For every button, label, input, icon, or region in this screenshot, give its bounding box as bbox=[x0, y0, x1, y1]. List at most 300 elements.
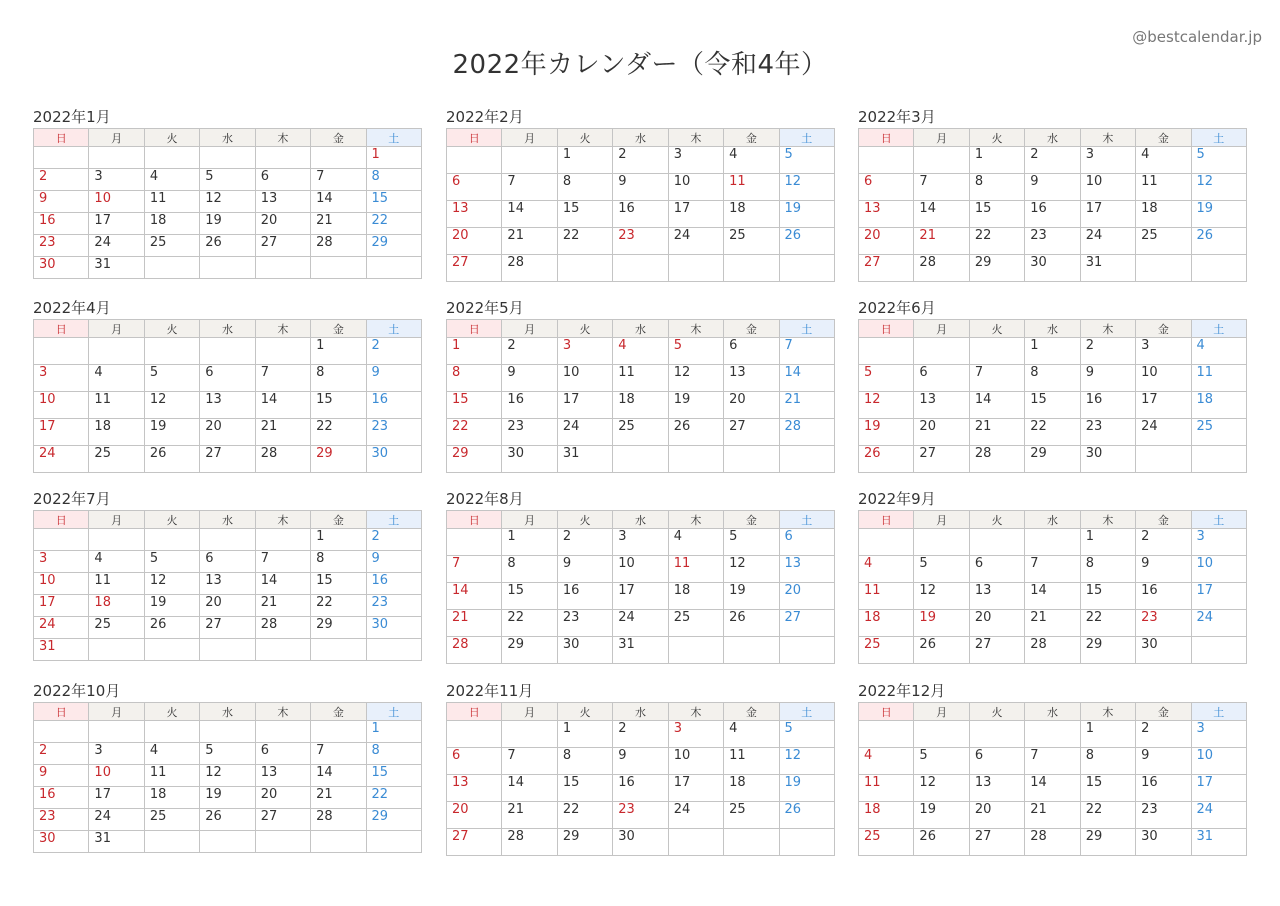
week-row bbox=[859, 637, 1247, 664]
day-cell: 21 bbox=[502, 802, 557, 829]
day-cell: 30 bbox=[1080, 446, 1135, 473]
day-cell: 9 bbox=[1136, 748, 1191, 775]
day-cell: 25 bbox=[859, 829, 914, 856]
month-table bbox=[33, 510, 422, 661]
weekday-header-row bbox=[34, 320, 422, 338]
day-cell: 10 bbox=[34, 573, 89, 595]
day-cell: 30 bbox=[366, 446, 421, 473]
day-cell: 6 bbox=[859, 174, 914, 201]
day-cell: 9 bbox=[34, 191, 89, 213]
weekday-header: 日 bbox=[859, 511, 914, 529]
day-cell: 16 bbox=[1136, 583, 1191, 610]
weekday-header: 水 bbox=[200, 511, 255, 529]
empty-cell bbox=[200, 147, 255, 169]
month-title: 2022年5月 bbox=[446, 299, 524, 317]
week-row bbox=[34, 743, 422, 765]
day-cell: 16 bbox=[1080, 392, 1135, 419]
day-cell: 4 bbox=[1136, 147, 1191, 174]
day-cell: 26 bbox=[779, 228, 834, 255]
week-row bbox=[34, 446, 422, 473]
day-cell: 26 bbox=[724, 610, 779, 637]
day-cell: 26 bbox=[200, 809, 255, 831]
day-cell: 2 bbox=[34, 169, 89, 191]
day-cell: 6 bbox=[255, 169, 310, 191]
weekday-header: 木 bbox=[1080, 511, 1135, 529]
week-row bbox=[34, 831, 422, 853]
empty-cell bbox=[200, 639, 255, 661]
weekday-header: 金 bbox=[1136, 129, 1191, 147]
week-row bbox=[859, 556, 1247, 583]
day-cell: 29 bbox=[366, 809, 421, 831]
day-cell: 17 bbox=[89, 213, 144, 235]
day-cell: 19 bbox=[914, 802, 969, 829]
week-row bbox=[447, 802, 835, 829]
day-cell: 28 bbox=[255, 617, 310, 639]
weekday-header: 火 bbox=[969, 703, 1024, 721]
weekday-header: 月 bbox=[914, 511, 969, 529]
day-cell: 20 bbox=[255, 787, 310, 809]
day-cell: 5 bbox=[668, 338, 723, 365]
day-cell: 10 bbox=[557, 365, 612, 392]
day-cell: 4 bbox=[144, 743, 199, 765]
day-cell: 9 bbox=[1025, 174, 1080, 201]
day-cell: 21 bbox=[914, 228, 969, 255]
weekday-header-row bbox=[447, 703, 835, 721]
day-cell: 29 bbox=[311, 617, 366, 639]
day-cell: 10 bbox=[613, 556, 668, 583]
empty-cell bbox=[557, 255, 612, 282]
day-cell: 17 bbox=[1191, 583, 1246, 610]
week-row bbox=[34, 235, 422, 257]
day-cell: 9 bbox=[502, 365, 557, 392]
week-row bbox=[34, 787, 422, 809]
empty-cell bbox=[779, 829, 834, 856]
day-cell: 10 bbox=[1191, 556, 1246, 583]
week-row bbox=[859, 228, 1247, 255]
empty-cell bbox=[34, 529, 89, 551]
weekday-header: 火 bbox=[144, 320, 199, 338]
month-calendar bbox=[858, 297, 1247, 473]
weekday-header: 水 bbox=[613, 511, 668, 529]
day-cell: 17 bbox=[1191, 775, 1246, 802]
day-cell: 6 bbox=[969, 748, 1024, 775]
day-cell: 8 bbox=[502, 556, 557, 583]
empty-cell bbox=[311, 721, 366, 743]
day-cell: 1 bbox=[447, 338, 502, 365]
month-calendar bbox=[446, 297, 835, 473]
weekday-header: 火 bbox=[969, 320, 1024, 338]
empty-cell bbox=[89, 639, 144, 661]
day-cell: 20 bbox=[969, 802, 1024, 829]
day-cell: 27 bbox=[255, 235, 310, 257]
day-cell: 7 bbox=[311, 169, 366, 191]
week-row bbox=[34, 721, 422, 743]
weekday-header: 水 bbox=[613, 129, 668, 147]
day-cell: 31 bbox=[89, 257, 144, 279]
weekday-header: 火 bbox=[969, 511, 1024, 529]
weekday-header: 木 bbox=[255, 129, 310, 147]
month-table bbox=[446, 319, 835, 473]
day-cell: 1 bbox=[1080, 529, 1135, 556]
day-cell: 15 bbox=[969, 201, 1024, 228]
weekday-header: 木 bbox=[668, 129, 723, 147]
empty-cell bbox=[914, 529, 969, 556]
empty-cell bbox=[724, 446, 779, 473]
week-row bbox=[859, 748, 1247, 775]
day-cell: 27 bbox=[724, 419, 779, 446]
week-row bbox=[859, 392, 1247, 419]
day-cell: 13 bbox=[447, 775, 502, 802]
day-cell: 13 bbox=[255, 191, 310, 213]
weekday-header: 木 bbox=[1080, 320, 1135, 338]
weekday-header: 日 bbox=[447, 320, 502, 338]
month-table bbox=[33, 702, 422, 853]
day-cell: 22 bbox=[1080, 610, 1135, 637]
week-row bbox=[34, 169, 422, 191]
week-row bbox=[859, 201, 1247, 228]
week-row bbox=[859, 446, 1247, 473]
day-cell: 6 bbox=[724, 338, 779, 365]
week-row bbox=[859, 255, 1247, 282]
day-cell: 10 bbox=[668, 174, 723, 201]
day-cell: 1 bbox=[311, 529, 366, 551]
weekday-header: 火 bbox=[557, 320, 612, 338]
weekday-header: 水 bbox=[613, 320, 668, 338]
day-cell: 30 bbox=[34, 831, 89, 853]
day-cell: 28 bbox=[255, 446, 310, 473]
day-cell: 14 bbox=[1025, 583, 1080, 610]
day-cell: 4 bbox=[89, 551, 144, 573]
empty-cell bbox=[859, 338, 914, 365]
day-cell: 1 bbox=[502, 529, 557, 556]
day-cell: 18 bbox=[144, 213, 199, 235]
empty-cell bbox=[668, 446, 723, 473]
day-cell: 13 bbox=[255, 765, 310, 787]
day-cell: 16 bbox=[613, 201, 668, 228]
day-cell: 5 bbox=[1191, 147, 1246, 174]
day-cell: 25 bbox=[613, 419, 668, 446]
weekday-header: 月 bbox=[502, 703, 557, 721]
day-cell: 23 bbox=[557, 610, 612, 637]
day-cell: 9 bbox=[613, 174, 668, 201]
day-cell: 31 bbox=[1080, 255, 1135, 282]
day-cell: 9 bbox=[557, 556, 612, 583]
day-cell: 6 bbox=[447, 174, 502, 201]
weekday-header: 日 bbox=[859, 129, 914, 147]
weekday-header: 水 bbox=[613, 703, 668, 721]
weekday-header: 月 bbox=[914, 129, 969, 147]
weekday-header: 月 bbox=[914, 703, 969, 721]
month-table bbox=[33, 128, 422, 279]
day-cell: 20 bbox=[779, 583, 834, 610]
day-cell: 18 bbox=[89, 419, 144, 446]
day-cell: 8 bbox=[447, 365, 502, 392]
day-cell: 8 bbox=[311, 551, 366, 573]
month-title: 2022年8月 bbox=[446, 490, 524, 508]
week-row bbox=[447, 338, 835, 365]
day-cell: 18 bbox=[89, 595, 144, 617]
day-cell: 20 bbox=[255, 213, 310, 235]
day-cell: 23 bbox=[1080, 419, 1135, 446]
empty-cell bbox=[144, 338, 199, 365]
week-row bbox=[447, 392, 835, 419]
day-cell: 7 bbox=[1025, 556, 1080, 583]
day-cell: 29 bbox=[969, 255, 1024, 282]
day-cell: 26 bbox=[914, 829, 969, 856]
day-cell: 2 bbox=[613, 147, 668, 174]
day-cell: 6 bbox=[914, 365, 969, 392]
day-cell: 25 bbox=[89, 617, 144, 639]
day-cell: 20 bbox=[447, 228, 502, 255]
empty-cell bbox=[668, 255, 723, 282]
month-calendar bbox=[446, 488, 835, 664]
day-cell: 25 bbox=[1191, 419, 1246, 446]
empty-cell bbox=[779, 446, 834, 473]
weekday-header: 火 bbox=[969, 129, 1024, 147]
day-cell: 8 bbox=[557, 748, 612, 775]
empty-cell bbox=[502, 147, 557, 174]
weekday-header: 木 bbox=[255, 320, 310, 338]
day-cell: 7 bbox=[502, 174, 557, 201]
day-cell: 10 bbox=[34, 392, 89, 419]
weekday-header: 月 bbox=[502, 511, 557, 529]
weekday-header: 水 bbox=[1025, 320, 1080, 338]
day-cell: 7 bbox=[1025, 748, 1080, 775]
weekday-header: 月 bbox=[502, 320, 557, 338]
day-cell: 7 bbox=[311, 743, 366, 765]
day-cell: 27 bbox=[859, 255, 914, 282]
day-cell: 1 bbox=[969, 147, 1024, 174]
empty-cell bbox=[1136, 446, 1191, 473]
week-row bbox=[34, 147, 422, 169]
day-cell: 16 bbox=[1136, 775, 1191, 802]
day-cell: 18 bbox=[613, 392, 668, 419]
day-cell: 9 bbox=[366, 551, 421, 573]
week-row bbox=[447, 637, 835, 664]
empty-cell bbox=[34, 338, 89, 365]
empty-cell bbox=[255, 721, 310, 743]
day-cell: 13 bbox=[859, 201, 914, 228]
day-cell: 25 bbox=[859, 637, 914, 664]
weekday-header: 木 bbox=[255, 511, 310, 529]
day-cell: 9 bbox=[366, 365, 421, 392]
empty-cell bbox=[447, 721, 502, 748]
day-cell: 15 bbox=[447, 392, 502, 419]
day-cell: 16 bbox=[502, 392, 557, 419]
day-cell: 30 bbox=[1025, 255, 1080, 282]
weekday-header: 金 bbox=[1136, 511, 1191, 529]
empty-cell bbox=[779, 637, 834, 664]
day-cell: 28 bbox=[779, 419, 834, 446]
empty-cell bbox=[144, 147, 199, 169]
weekday-header: 月 bbox=[89, 511, 144, 529]
day-cell: 26 bbox=[144, 617, 199, 639]
day-cell: 30 bbox=[34, 257, 89, 279]
day-cell: 2 bbox=[366, 338, 421, 365]
day-cell: 25 bbox=[724, 228, 779, 255]
empty-cell bbox=[144, 721, 199, 743]
empty-cell bbox=[1136, 255, 1191, 282]
day-cell: 9 bbox=[613, 748, 668, 775]
day-cell: 14 bbox=[969, 392, 1024, 419]
day-cell: 25 bbox=[668, 610, 723, 637]
day-cell: 2 bbox=[1136, 721, 1191, 748]
day-cell: 12 bbox=[779, 748, 834, 775]
day-cell: 21 bbox=[1025, 610, 1080, 637]
day-cell: 11 bbox=[144, 191, 199, 213]
day-cell: 19 bbox=[859, 419, 914, 446]
weekday-header: 金 bbox=[311, 511, 366, 529]
day-cell: 20 bbox=[969, 610, 1024, 637]
day-cell: 23 bbox=[366, 595, 421, 617]
month-calendar bbox=[858, 488, 1247, 664]
weekday-header: 金 bbox=[1136, 320, 1191, 338]
day-cell: 25 bbox=[89, 446, 144, 473]
day-cell: 8 bbox=[366, 743, 421, 765]
day-cell: 13 bbox=[200, 392, 255, 419]
day-cell: 22 bbox=[366, 787, 421, 809]
week-row bbox=[859, 174, 1247, 201]
day-cell: 18 bbox=[668, 583, 723, 610]
empty-cell bbox=[447, 529, 502, 556]
day-cell: 22 bbox=[1025, 419, 1080, 446]
weekday-header: 金 bbox=[724, 129, 779, 147]
day-cell: 11 bbox=[859, 775, 914, 802]
day-cell: 31 bbox=[34, 639, 89, 661]
day-cell: 9 bbox=[1080, 365, 1135, 392]
day-cell: 27 bbox=[779, 610, 834, 637]
day-cell: 8 bbox=[969, 174, 1024, 201]
day-cell: 3 bbox=[1191, 529, 1246, 556]
weekday-header-row bbox=[34, 129, 422, 147]
day-cell: 19 bbox=[779, 201, 834, 228]
weekday-header: 日 bbox=[34, 320, 89, 338]
day-cell: 19 bbox=[200, 787, 255, 809]
empty-cell bbox=[200, 831, 255, 853]
page-title: 2022年カレンダー（令和4年） bbox=[452, 50, 828, 80]
empty-cell bbox=[969, 721, 1024, 748]
empty-cell bbox=[255, 529, 310, 551]
weekday-header-row bbox=[34, 511, 422, 529]
day-cell: 3 bbox=[1080, 147, 1135, 174]
month-calendar bbox=[33, 680, 422, 853]
day-cell: 21 bbox=[502, 228, 557, 255]
weekday-header-row bbox=[447, 511, 835, 529]
month-title: 2022年1月 bbox=[33, 108, 111, 126]
day-cell: 12 bbox=[859, 392, 914, 419]
day-cell: 12 bbox=[144, 573, 199, 595]
empty-cell bbox=[724, 829, 779, 856]
day-cell: 17 bbox=[613, 583, 668, 610]
day-cell: 29 bbox=[1080, 829, 1135, 856]
weekday-header: 日 bbox=[447, 129, 502, 147]
day-cell: 18 bbox=[724, 775, 779, 802]
day-cell: 13 bbox=[200, 573, 255, 595]
day-cell: 1 bbox=[557, 147, 612, 174]
day-cell: 11 bbox=[724, 174, 779, 201]
day-cell: 7 bbox=[502, 748, 557, 775]
day-cell: 2 bbox=[557, 529, 612, 556]
week-row bbox=[34, 551, 422, 573]
day-cell: 8 bbox=[557, 174, 612, 201]
week-row bbox=[447, 255, 835, 282]
day-cell: 6 bbox=[779, 529, 834, 556]
weekday-header: 日 bbox=[859, 320, 914, 338]
day-cell: 29 bbox=[557, 829, 612, 856]
month-table bbox=[446, 128, 835, 282]
week-row bbox=[859, 802, 1247, 829]
weekday-header: 水 bbox=[1025, 129, 1080, 147]
day-cell: 16 bbox=[366, 392, 421, 419]
week-row bbox=[859, 721, 1247, 748]
day-cell: 12 bbox=[914, 583, 969, 610]
day-cell: 5 bbox=[779, 147, 834, 174]
week-row bbox=[34, 338, 422, 365]
week-row bbox=[34, 213, 422, 235]
weekday-header: 水 bbox=[1025, 703, 1080, 721]
month-title: 2022年2月 bbox=[446, 108, 524, 126]
day-cell: 28 bbox=[914, 255, 969, 282]
weekday-header-row bbox=[859, 703, 1247, 721]
month-table bbox=[446, 702, 835, 856]
weekday-header: 日 bbox=[34, 511, 89, 529]
week-row bbox=[447, 583, 835, 610]
empty-cell bbox=[255, 639, 310, 661]
day-cell: 28 bbox=[311, 809, 366, 831]
day-cell: 19 bbox=[1191, 201, 1246, 228]
day-cell: 3 bbox=[557, 338, 612, 365]
day-cell: 26 bbox=[144, 446, 199, 473]
day-cell: 24 bbox=[1191, 610, 1246, 637]
day-cell: 3 bbox=[34, 365, 89, 392]
day-cell: 15 bbox=[1080, 583, 1135, 610]
day-cell: 22 bbox=[557, 802, 612, 829]
day-cell: 19 bbox=[144, 419, 199, 446]
day-cell: 15 bbox=[1080, 775, 1135, 802]
day-cell: 7 bbox=[447, 556, 502, 583]
week-row bbox=[447, 829, 835, 856]
day-cell: 19 bbox=[200, 213, 255, 235]
day-cell: 17 bbox=[557, 392, 612, 419]
weekday-header: 土 bbox=[366, 511, 421, 529]
empty-cell bbox=[1025, 721, 1080, 748]
day-cell: 3 bbox=[613, 529, 668, 556]
day-cell: 22 bbox=[557, 228, 612, 255]
day-cell: 18 bbox=[859, 610, 914, 637]
weekday-header: 金 bbox=[311, 703, 366, 721]
empty-cell bbox=[89, 338, 144, 365]
site-credit: @bestcalendar.jp bbox=[1132, 28, 1262, 46]
month-calendar bbox=[446, 680, 835, 856]
day-cell: 4 bbox=[144, 169, 199, 191]
weekday-header: 木 bbox=[668, 511, 723, 529]
day-cell: 19 bbox=[724, 583, 779, 610]
day-cell: 24 bbox=[1136, 419, 1191, 446]
day-cell: 27 bbox=[255, 809, 310, 831]
weekday-header: 金 bbox=[311, 320, 366, 338]
day-cell: 20 bbox=[724, 392, 779, 419]
day-cell: 30 bbox=[366, 617, 421, 639]
day-cell: 30 bbox=[613, 829, 668, 856]
day-cell: 14 bbox=[779, 365, 834, 392]
day-cell: 11 bbox=[89, 573, 144, 595]
week-row bbox=[859, 829, 1247, 856]
week-row bbox=[447, 721, 835, 748]
weekday-header: 火 bbox=[144, 703, 199, 721]
week-row bbox=[859, 338, 1247, 365]
month-calendar bbox=[446, 106, 835, 282]
day-cell: 5 bbox=[200, 743, 255, 765]
